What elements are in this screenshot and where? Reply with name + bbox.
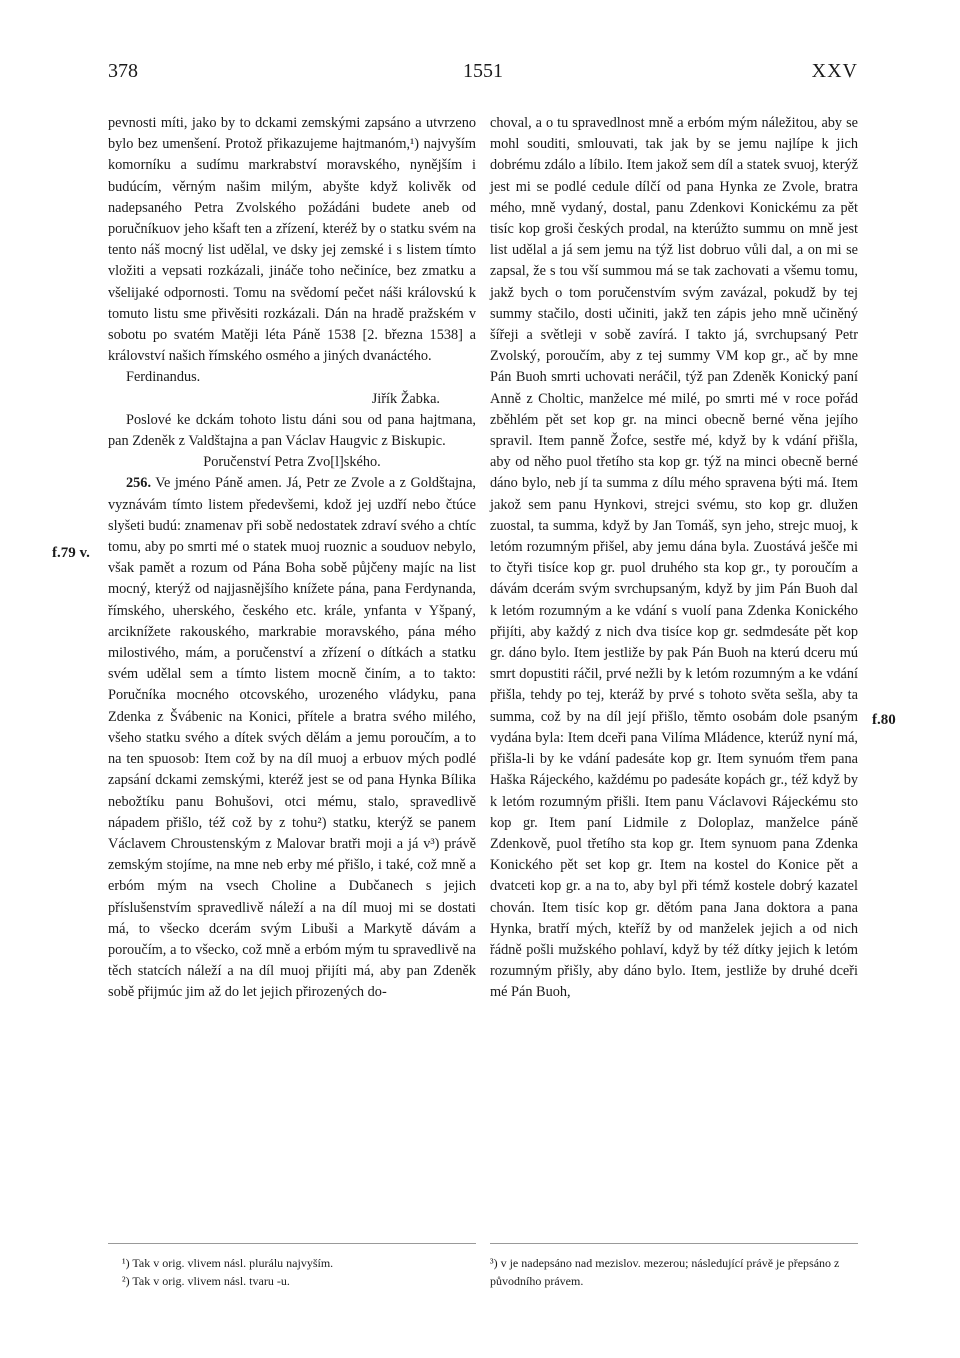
paragraph: pevnosti míti, jako by to dckami zemskými zapsáno a utvrzeno bylo bez umenšení. Protož přikazujeme hajtmanóm,¹) najvyším komorníku a sudímu markrabství moravského, nynějším i budúcím, věrným našim milým, abyšte když kolivěk od nadepsaného Petra Zvolského požádáni budete aneb od poručníkuov jeho kšaft ten a zřízení, kteréž by o statku svém na tento náš mocný list udělal, ve dsky jej zemské i s listem tímto vložiti a vepsati rozkázali, jináče toho nečiníce, bez zmatku a všelijaké odpornosti. Tomu na svědomí pečet náši královskú k tomuto listu sme přivěsiti rozkázali. Dán na hradě pražském v sobotu po svatém Matěji léta Páně 1538 [2. března 1538] a království našich římského osmého a jiných dvanáctého. (108, 115, 476, 365)
footnote: ¹) Tak v orig. vlivem násl. plurálu najvyším. (122, 1256, 334, 1270)
page-number: 378 (108, 60, 138, 82)
volume-number: XXV (811, 60, 858, 82)
section-heading: Poručenství Petra Zvo[l]ského. (203, 454, 381, 471)
entry-paragraph (108, 473, 476, 1003)
signature-ferdinandus: Ferdinandus. (126, 369, 201, 386)
folio-note-left: f.79 v. (52, 545, 90, 561)
paragraph: choval, a o tu spravedlnost mně a erbóm mým náležitou, aby se mohl souditi, smlouvati, tak jak by se jemu najlípe k jich dobrému zdálo a líbilo. Item jakož sem díl a statek svuoj, kterýž jest mi se podlé cedule dílčí od pana Hynka ze Zvole, bratra mého, mně vydaný, dostal, panu Zdenkovi Konickému za pět tisíc kop groši českých prodal, na kterúžto summu on mně jest list udělal a já sem jemu na týž list dobruo vůli dal, a on mi se zapsal, že s tou vší summou má se tak zachovati a všemu tomu, jakž bych o tom poručenstvím svým zavázal, pokudž by tej summy stačilo, dosti učiniti, jakž ten zápis jeho mně učiněný šířeji a světleji v sobě zavírá. I takto já, svrchupsaný Petr Zvolský, poroučím, aby z tej summy VM kop gr., ač by mne Pán Buoh smrti uchovati neráčil, týž pan Zdeněk Konický paní Anně z Choltic, manželce mé milé, po smrti mé v roce pořád zběhlém pět set kop gr. na minci obecně berné věna jejího spravil. Item panně Žofce, sestře mé, když by k vdání přišla, aby od něho puol třetího sta kop gr. týž na minci obecně berné dáno bylo, neb jí ta summa z dílu mého spravena býti má. Item jakož sem panu Hynkovi, strejci svému, sto kop gr. dlužen zuostal, ta summa, když by Jan Tomáš, syn jeho, strejc muoj, k letóm rozumným přišel, aby jemu dána byla. Zuostává ješče mi to čtyři tisíce kop gr. puol druhého sta kop gr., ty poroučím a dávám dcerám svým svrchupsaným, když by jim Pán Buoh dal k letóm rozumným a ke vdání s vuolí pana Zdenka Konického přijíti, aby každý z nich dva tisíce kop gr. sedmdesáte pět kop gr. dáno bylo. Item jestliže by pak Pán Buoh na kterú dceru mú smrt dopustiti ráčil, prvé nežli by k letóm rozumným a ke vdání přišla, tehdy po tej, kteráž by prvé s tohoto světa sešla, aby ta summa, což by na díl její přišlo, těmto osobám dole psaným vydána byla: Item dceři pana Vilíma Mládence, kterúž nyní má, přišla-li by ke vdání padesáte kop gr. Item synuóm třem pana Haška Rájeckého, každému po padesáte kopách gr., též když by k letóm rozumným přišli. Item panu Václavovi Rájeckému sto kop gr. Item paní Lidmile z Doloplaz, manželce páně Zdenkově, puol třetího sta kop gr. Item synuom pana Zdenka Konického pět set kop gr. Item na kostel do Konice pět a dvatceti kop gr. a na to, aby byl při témž kostele dobrý kazatel chován. Item tisíc kop gr. dětóm pana Jana doktora a pana Hynka, bratří mých, kteříž by od manželek jejich a od nich řádně pošli mužského pohlaví, když by též dítky jejich k letóm rozumným přišly, aby dáno bylo. Item, jestliže by druhé dceři mé Pán Buoh, (490, 115, 858, 1001)
entry-number: 256. (126, 475, 152, 492)
page-header (108, 60, 858, 90)
running-year: 1551 (463, 60, 503, 82)
footnotes-left (122, 1254, 490, 1290)
footnote: ²) Tak v orig. vlivem násl. tvaru -u. (122, 1274, 290, 1288)
folio-note-right: f.80 (872, 712, 896, 728)
left-column (108, 113, 476, 1004)
footnotes-right (490, 1254, 858, 1290)
entry-text: Ve jméno Páně amen. Já, Petr ze Zvole a z Goldštajna, vyznávám tímto listem předevšemi, kdož jej uzdří nebo čtúce slyšeti budú: znamenav při sobě nedostatek zdraví svého a chtíc tomu, aby po smrti mé o statek muoj ruoznic a souduov nebylo, však pamět a rozum od Pána Boha sobě půjčeny majíc na list mocný, kterýž od najjasnějšího knížete pána, pana Ferdynanda, římského, uherského, českého etc. krále, ynfanta v Yšpaný, arciknížete rakouského, markrabie moravského, pána mého milostivého, mám, a poručenství a zřízení o dítkách a statku svém udělal sem a tímto listem mocně činím, a to takto: Poručníka mocného otcovského, urozeného vládyku, pana Zdenka z Švábenic na Konici, přítele a bratra svého milého, všeho statku svého a dítek svých dělám a jemu poroučím, a to na ten spuosob: Item což by na díl muoj a erbuov mých podlé zapsání dckami zemskými, kteréž jest se od pana Hynka Bílika nebožtíku panu Bohušovi, otci mému, stalo, spravedlivě nápadem přišlo, též což by z tohu²) statku, kterýž se panem Václavem Chroustenským z Malovar bratři moji a já v³) právě zemským stojíme, na mne neb erby mé přišlo, i také, což mně a erbóm mým na vsech Choline a Dubčanech s jejich příslušenstvím spravedlivě náleží a na díl muoj mi se dostati má, to všecko dcerám svým Libuši a Markytě dávám a poroučím, a to všecko, což mně a erbóm mým tu spravedlivě na těch statcích náleží a na díl muoj přijíti má, aby pan Zdeněk sobě přijmúc jim až do let jejich přirozených do- (108, 475, 476, 1001)
footnote-rule-right (490, 1243, 858, 1244)
signature-zabka: Jiřík Žabka. (371, 390, 440, 407)
paragraph: Poslové ke dckám tohoto listu dáni sou od pana hajtmana, pan Zdeněk z Valdštajna a pan Václav Haugvic z Biskupic. (108, 411, 476, 450)
footnote-rule-left (108, 1243, 476, 1244)
right-column (490, 113, 858, 1004)
footnote: ³) v je nadepsáno nad mezislov. mezerou; následující právě je přepsáno z původního právem. (490, 1256, 840, 1288)
